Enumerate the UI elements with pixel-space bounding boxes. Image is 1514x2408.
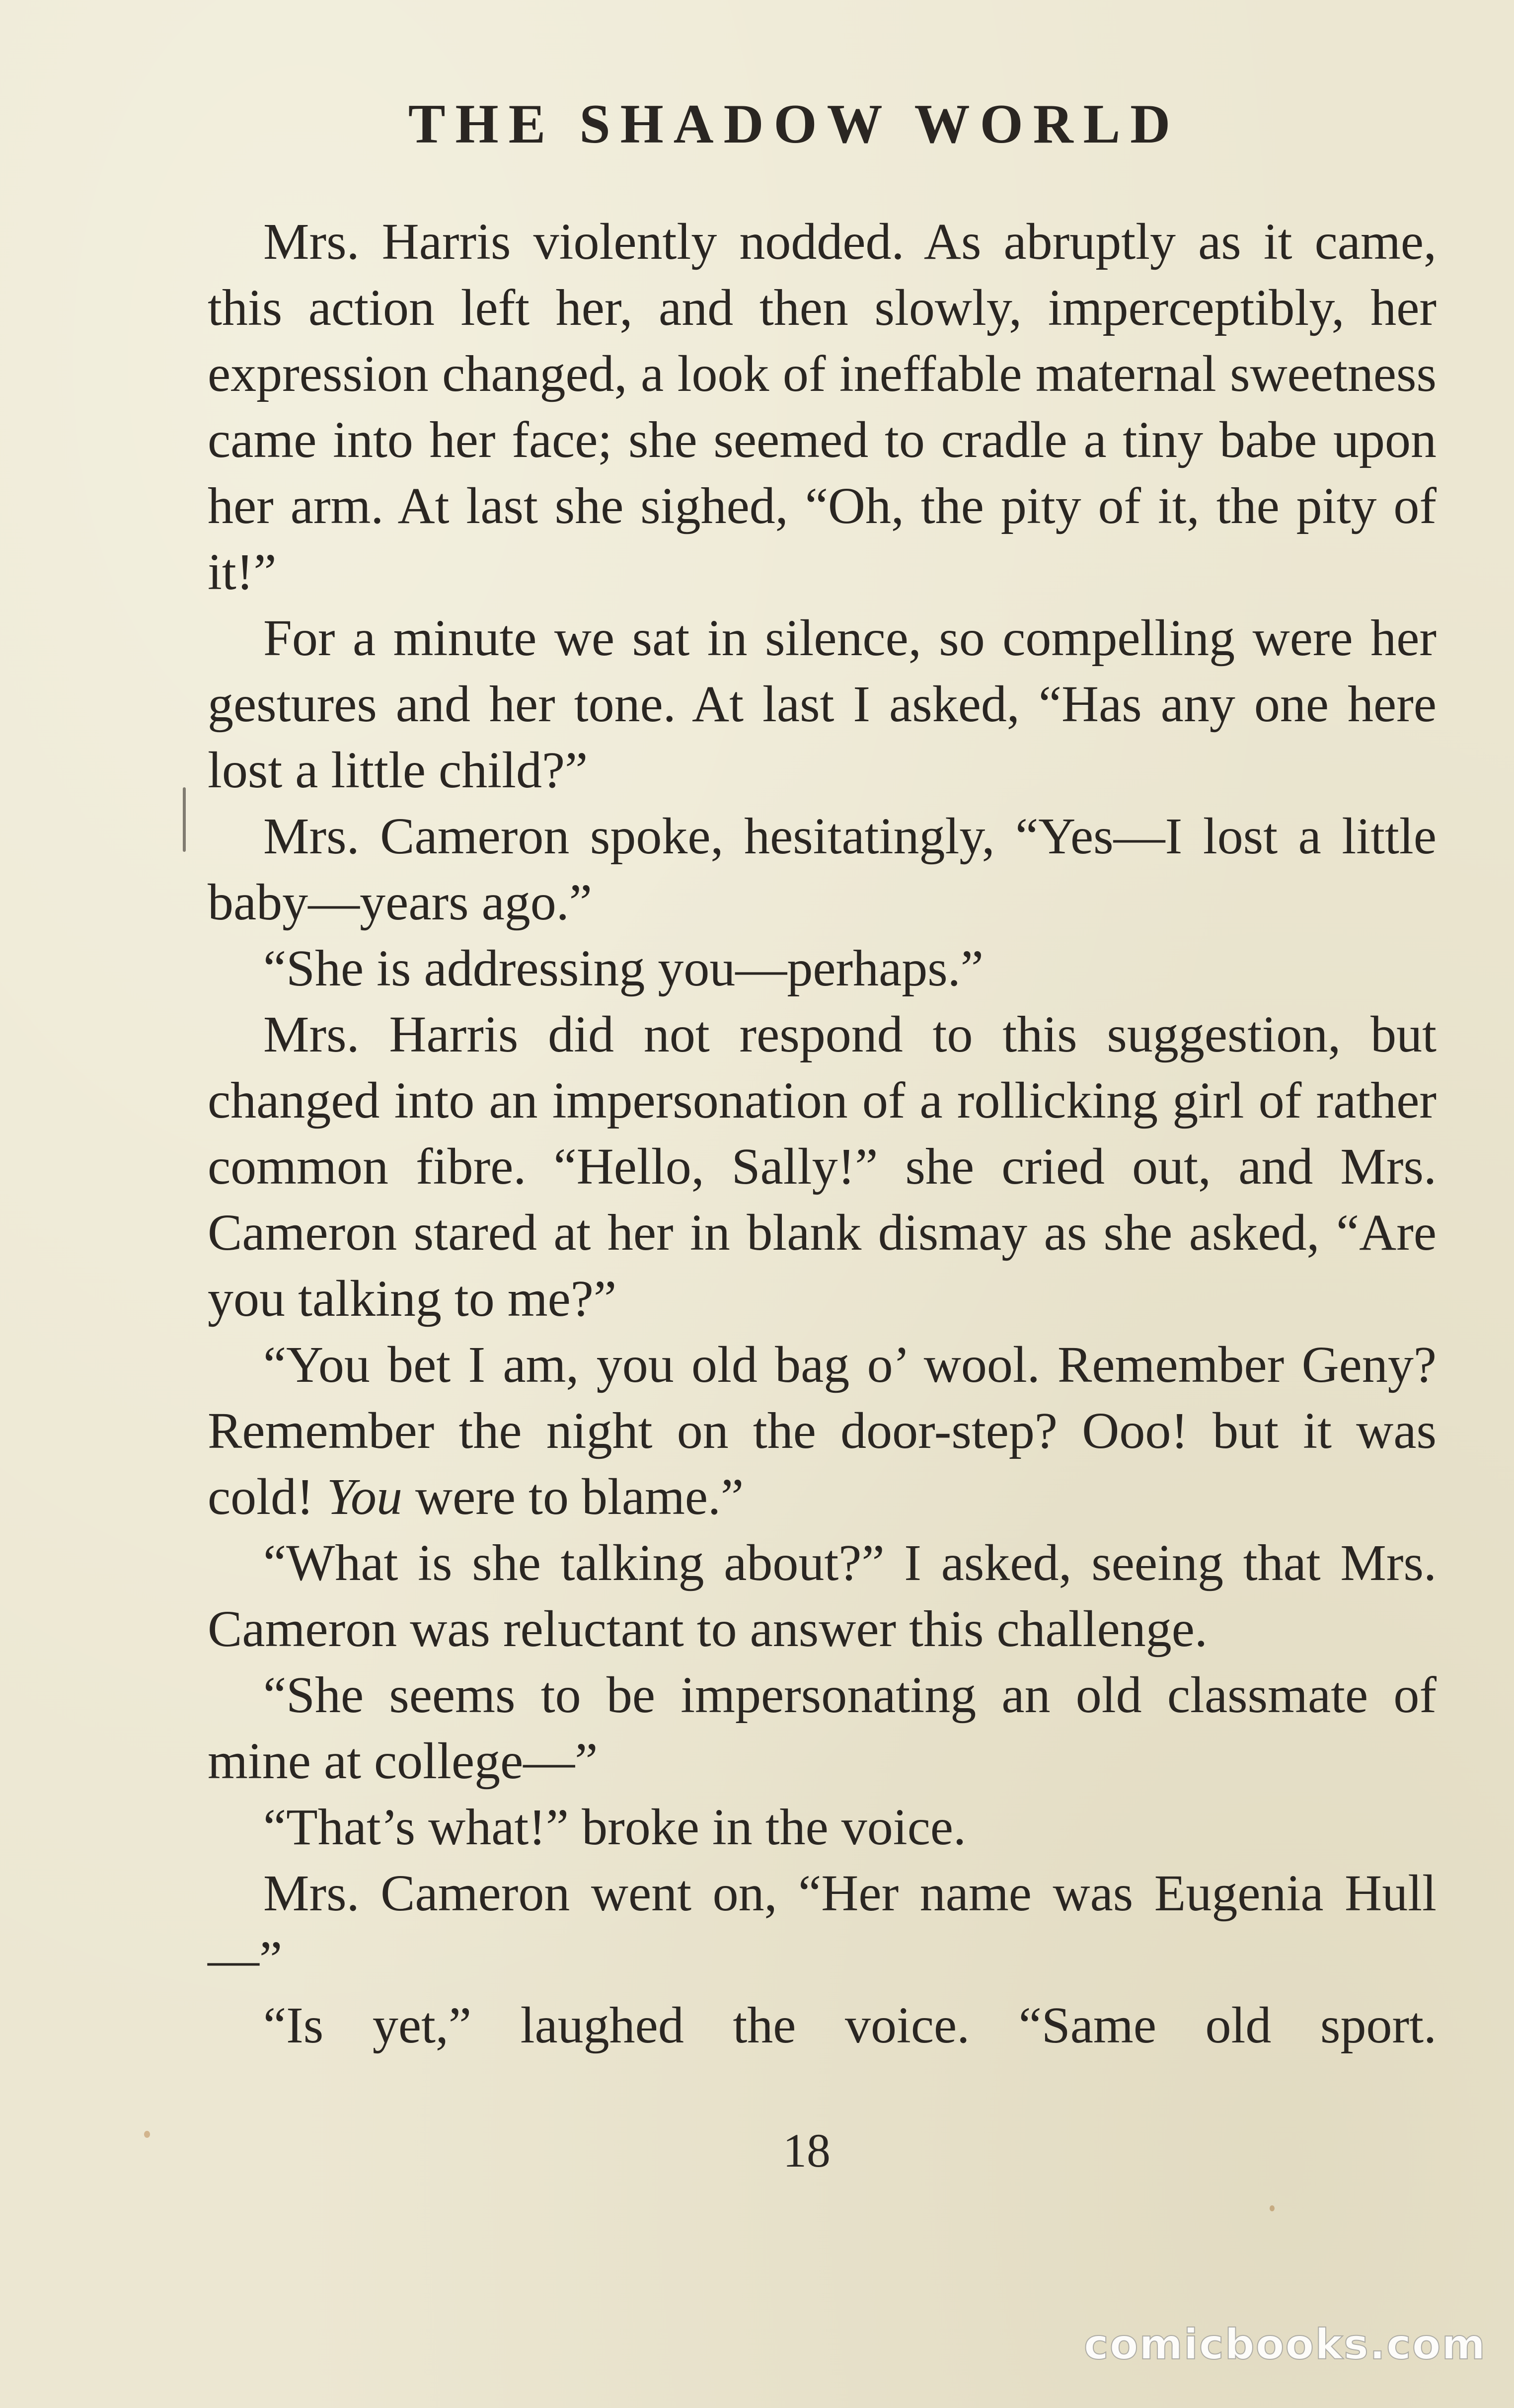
paragraph: “What is she talking about?” I asked, seeing that Mrs. Cameron was reluctant to answer this challenge. xyxy=(208,1534,1437,1657)
paper-speck xyxy=(144,2131,150,2138)
paragraph: “She is addressing you—perhaps.” xyxy=(263,940,984,997)
watermark: comicbooks.com xyxy=(1084,2320,1486,2369)
paragraph: “Is yet,” laughed the voice. “Same old sport. xyxy=(263,1997,1437,2054)
emphasized-word: You xyxy=(326,1468,402,1525)
paragraph: “She seems to be impersonating an old classmate of mine at college—” xyxy=(208,1666,1437,1790)
paragraph: “That’s what!” broke in the voice. xyxy=(263,1799,967,1856)
paragraph: Mrs. Harris violently nodded. As abruptly as it came, this action left her, and then slowly, imperceptibly, her expression changed, a look of ineffable maternal sweetness came into her face; she seemed to cradle a tiny babe upon her arm. At last she sighed, “Oh, the pity of it, the pity of it!” xyxy=(208,213,1437,601)
paragraph xyxy=(208,1332,1437,1530)
paragraph: Mrs. Cameron went on, “Her name was Eugenia Hull—” xyxy=(208,1865,1437,1988)
paragraph-text: “You bet I am, you old bag o’ wool. Remember Geny? Remember the night on the door-step? Ooo! but it was cold! xyxy=(208,1336,1437,1525)
page-number: 18 xyxy=(783,2124,831,2177)
paragraph-text: were to blame.” xyxy=(402,1468,744,1525)
paragraph: Mrs. Harris did not respond to this suggestion, but changed into an impersonation of a rollicking girl of rather common fibre. “Hello, Sally!” she cried out, and Mrs. Cameron stared at her in blank dismay as she asked, “Are you talking to me?” xyxy=(208,1006,1437,1327)
paragraph: For a minute we sat in silence, so compelling were her gestures and her tone. At last I asked, “Has any one here lost a little child?” xyxy=(208,609,1437,799)
running-head: THE SHADOW WORLD xyxy=(408,93,1181,155)
margin-pencil-mark xyxy=(183,787,186,852)
paragraph: Mrs. Cameron spoke, hesitatingly, “Yes—I lost a little baby—years ago.” xyxy=(208,808,1437,931)
body-text xyxy=(208,209,1437,2058)
paper-speck xyxy=(1270,2205,1275,2211)
